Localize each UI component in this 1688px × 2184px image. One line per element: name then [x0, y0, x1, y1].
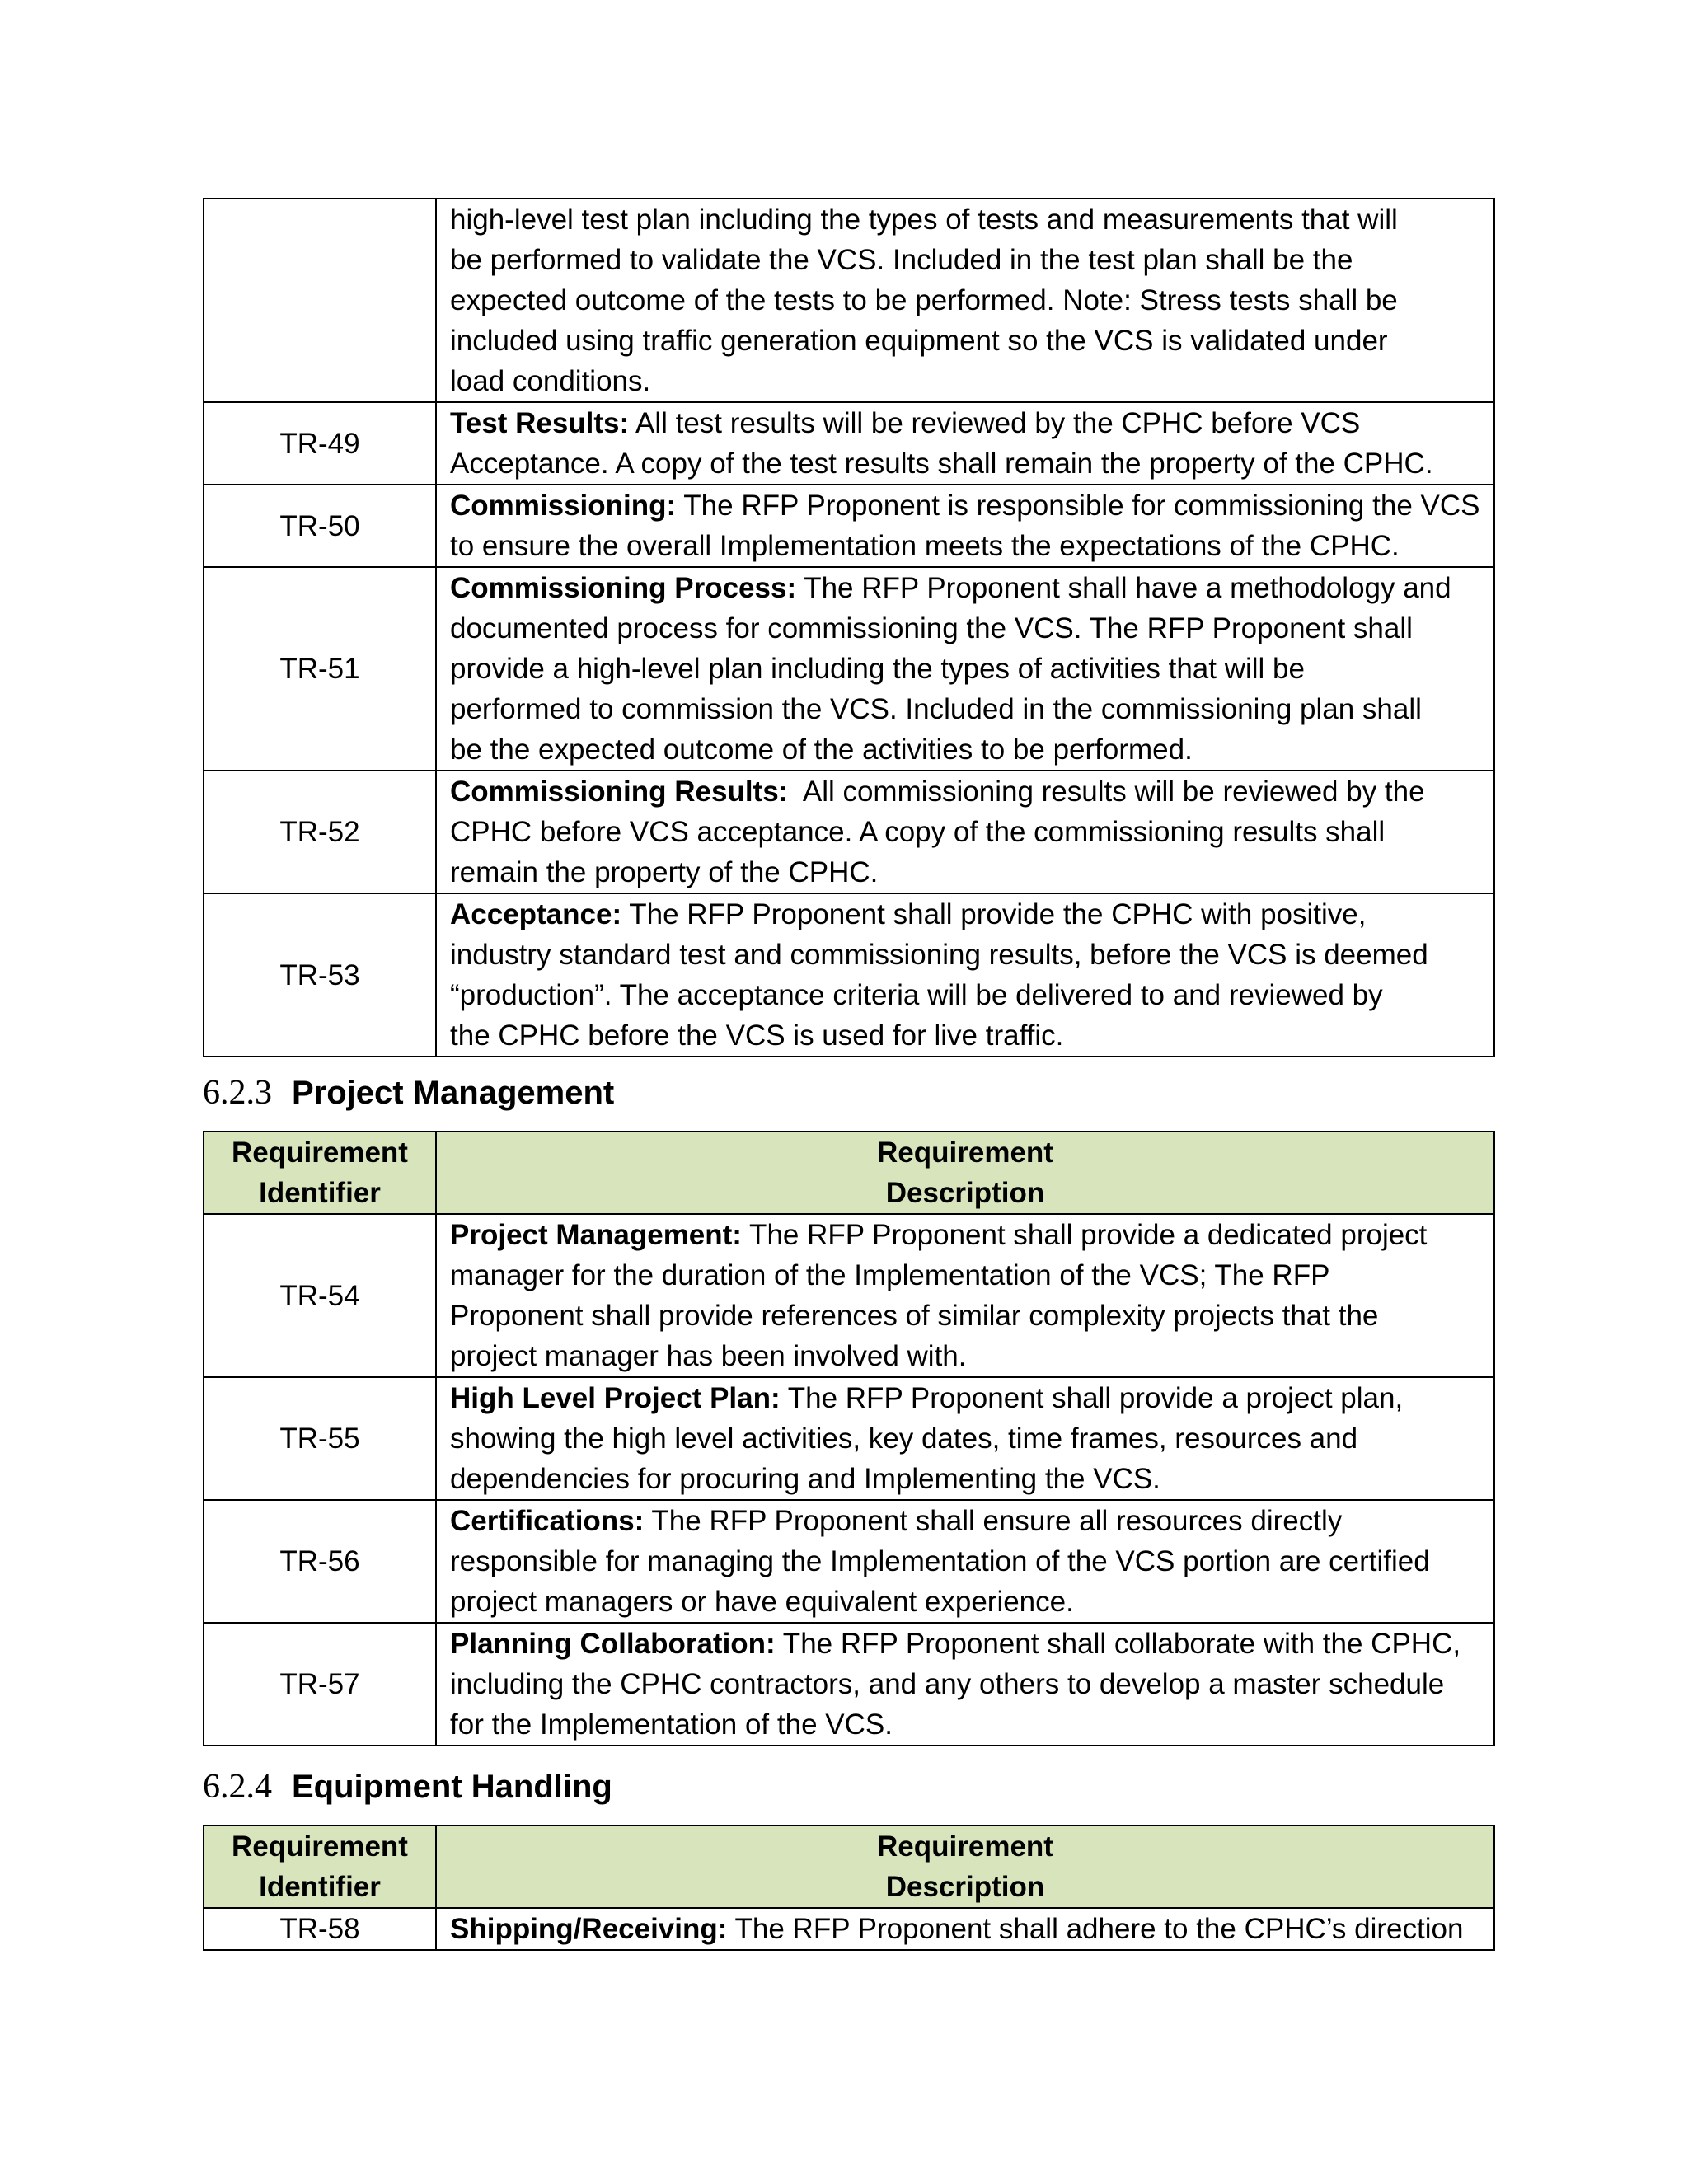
- description-line: [450, 689, 1482, 729]
- table-row: [204, 1214, 1494, 1377]
- table-header-row: [204, 1132, 1494, 1214]
- section-title: Project Management: [292, 1075, 615, 1111]
- line-text: dependencies for procuring and Implementing the VCS.: [450, 1463, 1160, 1495]
- line-text: to ensure the overall Implementation meets the expectations of the CPHC.: [450, 530, 1400, 562]
- header-requirement-identifier: Requirement Identifier: [204, 1132, 436, 1214]
- line-text: The RFP Proponent shall have a methodology and: [796, 572, 1451, 604]
- requirement-id: TR-56: [204, 1500, 436, 1623]
- line-text: The RFP Proponent shall collaborate with the CPHC,: [775, 1628, 1461, 1660]
- line-text: manager for the duration of the Implementation of the VCS; The RFP: [450, 1259, 1330, 1291]
- line-text: load conditions.: [450, 365, 651, 397]
- requirement-term: Commissioning:: [450, 490, 677, 522]
- requirement-description: [436, 1623, 1494, 1746]
- description-line: [450, 1418, 1482, 1459]
- line-text: expected outcome of the tests to be performed. Note: Stress tests shall be: [450, 284, 1398, 316]
- line-text: industry standard test and commissioning results, before the VCS is deemed: [450, 939, 1428, 971]
- description-line: [450, 852, 1482, 893]
- description-line: [450, 608, 1482, 649]
- line-text: Proponent shall provide references of similar complexity projects that the: [450, 1300, 1379, 1332]
- description-line: [450, 443, 1482, 484]
- requirement-id: TR-49: [204, 402, 436, 485]
- line-text: All test results will be reviewed by the CPHC before VCS: [629, 407, 1361, 439]
- description-line: [450, 1909, 1482, 1949]
- line-text: the CPHC before the VCS is used for live traffic.: [450, 1019, 1064, 1052]
- table-row: [204, 893, 1494, 1057]
- header-requirement-description: Requirement Description: [436, 1132, 1494, 1214]
- description-line: [450, 280, 1482, 321]
- line-text: documented process for commissioning the VCS. The RFP Proponent shall: [450, 612, 1413, 644]
- description-line: [450, 321, 1482, 361]
- section-title: Equipment Handling: [292, 1769, 612, 1805]
- line-text: The RFP Proponent is responsible for commissioning the VCS: [676, 490, 1480, 522]
- line-text: The RFP Proponent shall provide the CPHC with positive,: [621, 898, 1367, 930]
- line-text: The RFP Proponent shall adhere to the CPHC’s direction: [727, 1913, 1464, 1945]
- description-line: [450, 485, 1482, 526]
- requirement-id: TR-58: [204, 1908, 436, 1950]
- line-text: The RFP Proponent shall ensure all resources directly: [644, 1505, 1343, 1537]
- description-line: [450, 1541, 1482, 1582]
- line-text: The RFP Proponent shall provide a project plan,: [780, 1382, 1404, 1414]
- requirement-term: Commissioning Process:: [450, 572, 797, 604]
- description-line: [450, 1015, 1482, 1056]
- requirements-table-testing: [203, 198, 1495, 1057]
- requirement-term: Test Results:: [450, 407, 630, 439]
- table-row: [204, 1500, 1494, 1623]
- line-text: be performed to validate the VCS. Included in the test plan shall be the: [450, 244, 1353, 276]
- table-row: [204, 771, 1494, 893]
- description-line: [450, 771, 1482, 812]
- requirement-term: Planning Collaboration:: [450, 1628, 776, 1660]
- description-line: [450, 361, 1482, 401]
- description-line: [450, 1704, 1482, 1745]
- line-text: high-level test plan including the types of tests and measurements that will: [450, 204, 1398, 236]
- description-line: [450, 935, 1482, 975]
- line-text: performed to commission the VCS. Included in the commissioning plan shall: [450, 693, 1422, 725]
- line-text: for the Implementation of the VCS.: [450, 1708, 893, 1741]
- description-line: [450, 1378, 1482, 1418]
- line-text: included using traffic generation equipment so the VCS is validated under: [450, 325, 1388, 357]
- requirement-description: [436, 1214, 1494, 1377]
- requirement-id: TR-52: [204, 771, 436, 893]
- description-line: [450, 568, 1482, 608]
- requirements-table-project-management: [203, 1131, 1495, 1746]
- description-line: [450, 1255, 1482, 1296]
- requirement-description: [436, 1377, 1494, 1500]
- requirement-id: TR-50: [204, 485, 436, 567]
- description-line: [450, 975, 1482, 1015]
- line-text: project manager has been involved with.: [450, 1340, 967, 1372]
- line-text: All commissioning results will be reviewed by the: [788, 776, 1425, 808]
- description-line: [450, 1501, 1482, 1541]
- description-line: [450, 1664, 1482, 1704]
- section-heading-project-management: [203, 1073, 614, 1113]
- requirement-term: Commissioning Results:: [450, 776, 789, 808]
- header-requirement-description: Requirement Description: [436, 1825, 1494, 1908]
- table-row: [204, 1623, 1494, 1746]
- line-text: provide a high-level plan including the types of activities that will be: [450, 653, 1305, 685]
- section-heading-equipment-handling: [203, 1767, 612, 1807]
- table-row: [204, 402, 1494, 485]
- description-line: [450, 1296, 1482, 1336]
- line-text: responsible for managing the Implementation of the VCS portion are certified: [450, 1545, 1430, 1577]
- requirement-id: TR-55: [204, 1377, 436, 1500]
- requirement-term: Shipping/Receiving:: [450, 1913, 728, 1945]
- requirement-term: Project Management:: [450, 1219, 742, 1251]
- line-text: showing the high level activities, key dates, time frames, resources and: [450, 1422, 1358, 1455]
- requirement-description: [436, 893, 1494, 1057]
- description-line: [450, 1215, 1482, 1255]
- line-text: remain the property of the CPHC.: [450, 856, 879, 888]
- table-row: [204, 199, 1494, 402]
- description-line: [450, 403, 1482, 443]
- section-number: 6.2.3: [203, 1074, 272, 1112]
- requirement-description: [436, 771, 1494, 893]
- requirement-term: Acceptance:: [450, 898, 622, 930]
- description-line: [450, 1582, 1482, 1622]
- description-line: [450, 894, 1482, 935]
- header-requirement-identifier: Requirement Identifier: [204, 1825, 436, 1908]
- line-text: Acceptance. A copy of the test results shall remain the property of the CPHC.: [450, 448, 1433, 480]
- line-text: “production”. The acceptance criteria will be delivered to and reviewed by: [450, 979, 1383, 1011]
- line-text: CPHC before VCS acceptance. A copy of the commissioning results shall: [450, 816, 1386, 848]
- table-row: [204, 485, 1494, 567]
- requirement-description: [436, 1500, 1494, 1623]
- description-line: [450, 199, 1482, 240]
- line-text: The RFP Proponent shall provide a dedicated project: [741, 1219, 1428, 1251]
- table-row: [204, 1908, 1494, 1950]
- requirement-id: TR-54: [204, 1214, 436, 1377]
- requirements-table-equipment-handling: [203, 1825, 1495, 1951]
- requirement-description: [436, 1908, 1494, 1950]
- description-line: [450, 812, 1482, 852]
- requirement-id: TR-57: [204, 1623, 436, 1746]
- section-number: 6.2.4: [203, 1768, 272, 1806]
- requirement-description: [436, 199, 1494, 402]
- requirement-id: TR-53: [204, 893, 436, 1057]
- line-text: be the expected outcome of the activities to be performed.: [450, 733, 1193, 766]
- description-line: [450, 729, 1482, 770]
- requirement-description: [436, 402, 1494, 485]
- requirement-description: [436, 567, 1494, 771]
- requirement-term: High Level Project Plan:: [450, 1382, 781, 1414]
- description-line: [450, 649, 1482, 689]
- line-text: including the CPHC contractors, and any others to develop a master schedule: [450, 1668, 1445, 1700]
- line-text: project managers or have equivalent experience.: [450, 1586, 1074, 1618]
- requirement-id: [204, 199, 436, 402]
- description-line: [450, 1624, 1482, 1664]
- description-line: [450, 240, 1482, 280]
- table-row: [204, 567, 1494, 771]
- requirement-id: TR-51: [204, 567, 436, 771]
- table-row: [204, 1377, 1494, 1500]
- table-header-row: [204, 1825, 1494, 1908]
- requirement-description: [436, 485, 1494, 567]
- description-line: [450, 1336, 1482, 1376]
- description-line: [450, 1459, 1482, 1499]
- description-line: [450, 526, 1482, 566]
- requirement-term: Certifications:: [450, 1505, 645, 1537]
